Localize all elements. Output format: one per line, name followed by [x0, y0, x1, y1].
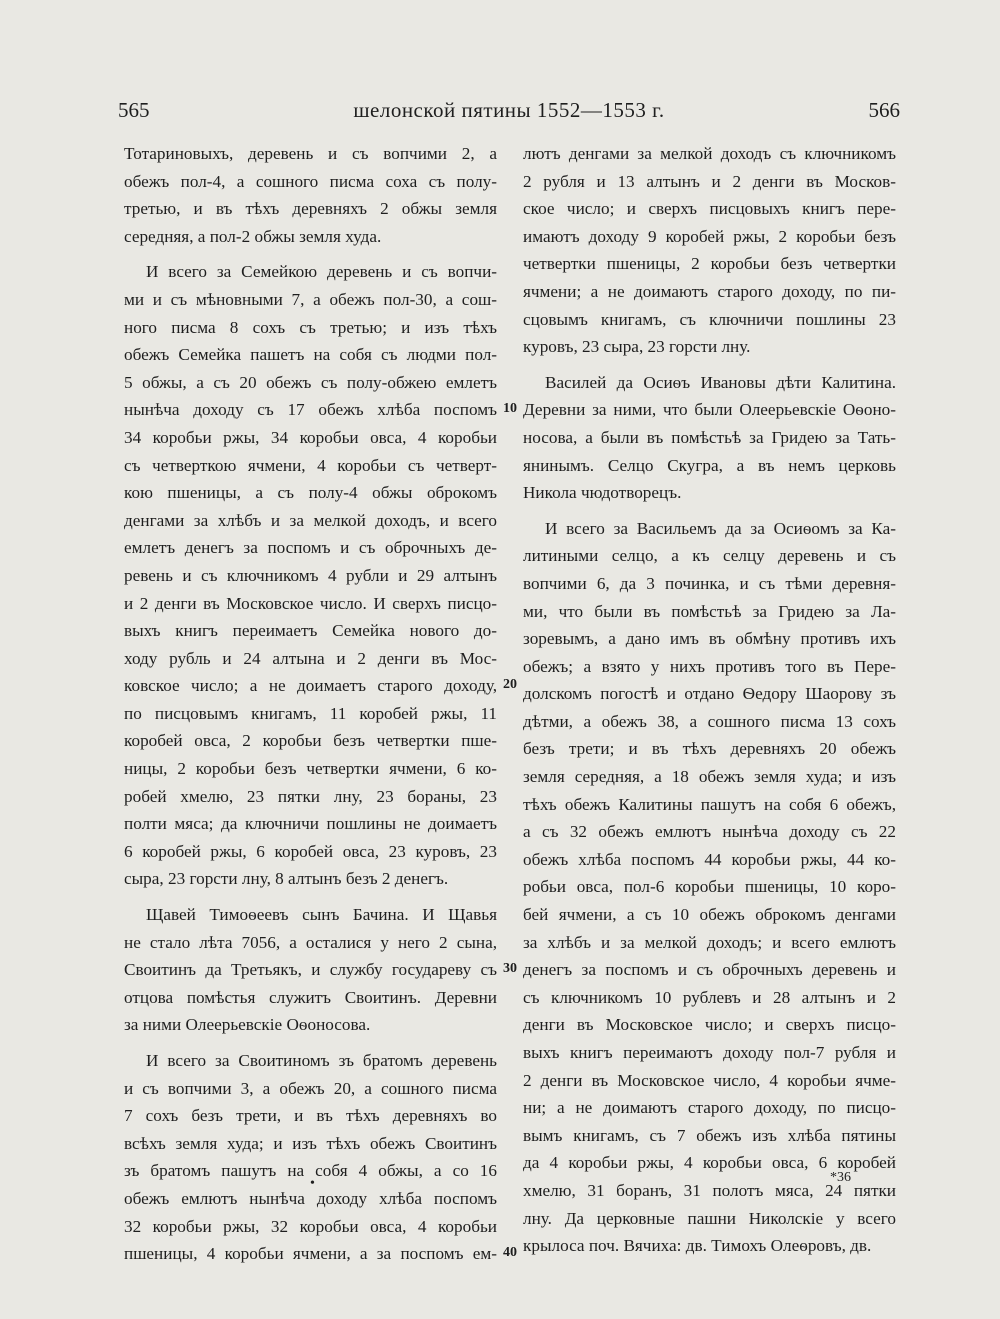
text-line: бей ячмени, а съ 10 обежъ оброкомъ денгами	[523, 905, 896, 925]
text-line: вымъ книгамъ, съ 7 обежъ изъ хлѣба пятины	[523, 1125, 896, 1145]
text-line: ми, что были въ помѣстьѣ за Гридею за Ла-	[523, 601, 896, 621]
text-line: носова, а были въ помѣстьѣ за Гридею за Тать-	[523, 427, 896, 447]
text-line: 2 денги въ Московское число, 4 коробьи ячме-	[523, 1070, 896, 1090]
margin-line-number: 10	[503, 401, 517, 417]
text-line: литиными селцо, а къ селцу деревень и съ	[523, 546, 896, 566]
running-title: шелонской пятины 1552—1553 г.	[353, 98, 665, 122]
text-line: съ четверткою ячмени, 4 коробьи съ четверт-	[124, 455, 497, 475]
text-line: дѣтми, а обежъ 38, а сошного писма 13 сохъ	[523, 711, 896, 731]
text-line: не стало лѣта 7056, а осталися у него 2 сына,	[124, 932, 497, 952]
text-line: а съ 32 обежъ емлютъ нынѣча доходу съ 22	[523, 822, 896, 842]
text-line: долскомъ погостѣ и отдано Ѳедору Шаорову зъ	[523, 684, 896, 704]
text-line: 5 обжы, а съ 20 обежъ съ полу-обжею емлетъ	[124, 372, 497, 392]
text-line: куровъ, 23 сыра, 23 горсти лну.	[523, 337, 751, 357]
text-line: И всего за Васильемъ да за Осиѳомъ за Ка-	[545, 518, 896, 538]
text-line: ни; а не доимаютъ старого доходу, по писцо-	[523, 1098, 896, 1118]
text-line: обежъ емлютъ нынѣча доходу хлѣба поспомъ	[124, 1188, 497, 1208]
page-number-right: 566	[868, 98, 900, 122]
text-line: ницы, 2 коробьи безъ четвертки ячмени, 6 ко-	[124, 759, 497, 779]
text-line: обежъ Семейка пашетъ на собя съ людми пол-	[124, 345, 497, 365]
text-line: пшеницы, 4 коробьи ячмени, а за поспомъ ем-	[124, 1244, 497, 1264]
text-line: обежъ хлѣба поспомъ 44 коробьи ржы, 44 ко-	[523, 849, 896, 869]
text-line: середняя, а пол-2 обжы земля худа.	[124, 226, 382, 246]
text-line: крылоса поч. Вячиха: дв. Тимохъ Олеѳровъ, дв.	[523, 1236, 872, 1256]
paragraph-gap	[124, 250, 497, 258]
text-line: полти мяса; да ключничи пошлины не доимаетъ	[124, 814, 497, 834]
text-line: денегъ за поспомъ и съ оброчныхъ деревень и	[523, 960, 896, 980]
text-line: коробей овса, 2 коробьи безъ четвертки пше-	[124, 731, 497, 751]
text-line: Тотариновыхъ, деревень и съ вопчими 2, а	[124, 144, 497, 163]
text-line: отцова помѣстья служитъ Своитинъ. Деревни	[124, 987, 497, 1007]
text-line: за ними Олеерьевскіе Оѳоносова.	[124, 1015, 371, 1035]
page-header	[118, 98, 900, 128]
text-line: ское число; и сверхъ писцовыхъ книгъ пере-	[523, 199, 896, 219]
text-line: сцовымъ книгамъ, съ ключничи пошлины 23	[523, 309, 896, 329]
text-line: Никола чюдотворецъ.	[523, 483, 682, 503]
margin-line-number: 20	[503, 677, 517, 693]
text-line: ного писма 8 сохъ съ третью; и изъ тѣхъ	[124, 317, 497, 337]
text-line: обежъ; а взято у нихъ противъ того въ Пере-	[523, 656, 896, 676]
right-text-column	[523, 140, 896, 1260]
text-line: выхъ книгъ переимаютъ доходу пол-7 рубля и	[523, 1043, 896, 1062]
text-line: съ ключникомъ 10 рублевъ и 28 алтынъ и 2	[523, 987, 896, 1007]
text-line: да 4 коробьи ржы, 4 коробьи овса, 6 коробей	[523, 1153, 896, 1173]
text-line: ковское число; а не доимаетъ старого доходу,	[124, 676, 497, 696]
text-line: робей хмелю, 23 пятки лну, 23 бораны, 23	[124, 786, 497, 806]
text-line: тѣхъ обежъ Калитины пашутъ на собя 6 обежъ,	[523, 794, 896, 814]
text-line: третью, и въ тѣхъ деревняхъ 2 обжы земля	[124, 199, 497, 219]
text-line: Своитинъ да Третьякъ, и службу государеву съ	[124, 960, 497, 980]
text-line: денгами за хлѣбъ и за мелкой доходъ, и всего	[124, 510, 497, 530]
footer-mark: •	[310, 1176, 315, 1191]
text-line: по писцовымъ книгамъ, 11 коробей ржы, 11	[124, 703, 497, 723]
margin-line-number: 40	[503, 1245, 517, 1261]
text-line: кою пшеницы, а съ полу-4 обжы оброкомъ	[124, 483, 497, 503]
text-line: хмелю, 31 боранъ, 31 полотъ мяса, 24 пятки	[523, 1180, 896, 1200]
text-line: и 2 денги въ Московское число. И сверхъ писцо-	[124, 593, 497, 613]
text-line: ходу рубль и 24 алтына и 2 денги въ Мос-	[124, 648, 497, 668]
text-line: 6 коробей ржы, 6 коробей овса, 23 куровъ, 23	[124, 841, 497, 861]
text-line: 7 сохъ безъ трети, и въ тѣхъ деревняхъ во	[124, 1106, 497, 1126]
text-line: робьи овса, пол-6 коробьи пшеницы, 10 коро-	[523, 877, 896, 897]
text-line: И всего за Семейкою деревень и съ вопчи-	[146, 262, 497, 282]
text-line: всѣхъ земля худа; и изъ тѣхъ обежъ Своитинъ	[124, 1133, 497, 1153]
text-line: емлетъ денегъ за поспомъ и съ оброчныхъ де-	[124, 538, 497, 558]
text-line: сыра, 23 горсти лну, 8 алтынъ безъ 2 денегъ.	[124, 869, 449, 889]
left-text-column	[124, 140, 497, 1268]
text-line: Василей да Осиѳъ Ивановы дѣти Калитина.	[545, 372, 896, 392]
printer-signature: *36	[830, 1170, 851, 1185]
text-line: безъ трети; и въ тѣхъ деревняхъ 20 обежъ	[523, 739, 896, 759]
text-line: нынѣча доходу съ 17 обежъ хлѣба поспомъ	[124, 400, 497, 420]
text-line: ми и съ мѣновными 7, а обежъ пол-30, а сош-	[124, 289, 497, 309]
text-line: янинымъ. Селцо Скугра, а въ немъ церковь	[523, 455, 896, 475]
text-line: четвертки пшеницы, 2 коробьи безъ четвертки	[523, 254, 896, 274]
text-line: 2 рубля и 13 алтынъ и 2 денги въ Москов-	[523, 171, 896, 191]
paragraph-gap	[523, 361, 896, 369]
paragraph-gap	[124, 893, 497, 901]
text-line: земля середняя, а 18 обежъ земля худа; и изъ	[523, 767, 896, 787]
text-line: Щавей Тимоѳеевъ сынъ Бачина. И Щавья	[146, 905, 497, 925]
paragraph-gap	[523, 507, 896, 515]
text-line: зъ братомъ пашутъ на собя 4 обжы, а со 16	[124, 1161, 497, 1181]
text-line: ячмени; а не доимаютъ старого доходу, по пи-	[523, 281, 896, 301]
text-line: 34 коробьи ржы, 34 коробьи овса, 4 коробьи	[124, 427, 497, 447]
text-line: 32 коробьи ржы, 32 коробьи овса, 4 коробьи	[124, 1216, 497, 1236]
margin-line-number: 30	[503, 961, 517, 977]
text-line: выхъ книгъ переимаетъ Семейка нового до-	[124, 621, 497, 641]
text-line: обежъ пол-4, а сошного писма соха съ полу-	[124, 171, 497, 191]
text-line: имаютъ доходу 9 коробей ржы, 2 коробьи безъ	[523, 226, 896, 246]
text-line: за хлѣбъ и за мелкой доходъ; и всего емлютъ	[523, 932, 896, 952]
text-line: лютъ денгами за мелкой доходъ съ ключникомъ	[523, 144, 896, 163]
page-number-left: 565	[118, 98, 150, 122]
text-line: зоревымъ, а дано имъ въ обмѣну противъ ихъ	[523, 629, 896, 649]
text-line: ревень и съ ключникомъ 4 рубли и 29 алтынъ	[124, 565, 497, 585]
text-line: лну. Да церковные пашни Николскіе у всего	[523, 1208, 896, 1228]
text-line: И всего за Своитиномъ зъ братомъ деревень	[146, 1051, 497, 1070]
text-line: и съ вопчими 3, а обежъ 20, а сошного писма	[124, 1078, 497, 1098]
text-line: Деревни за ними, что были Олеерьевскіе Оѳоно-	[523, 400, 896, 420]
paragraph-gap	[124, 1039, 497, 1047]
text-line: денги въ Московское число; и сверхъ писцо-	[523, 1015, 896, 1035]
text-line: вопчими 6, да 3 починка, и съ тѣми деревня-	[523, 573, 896, 593]
